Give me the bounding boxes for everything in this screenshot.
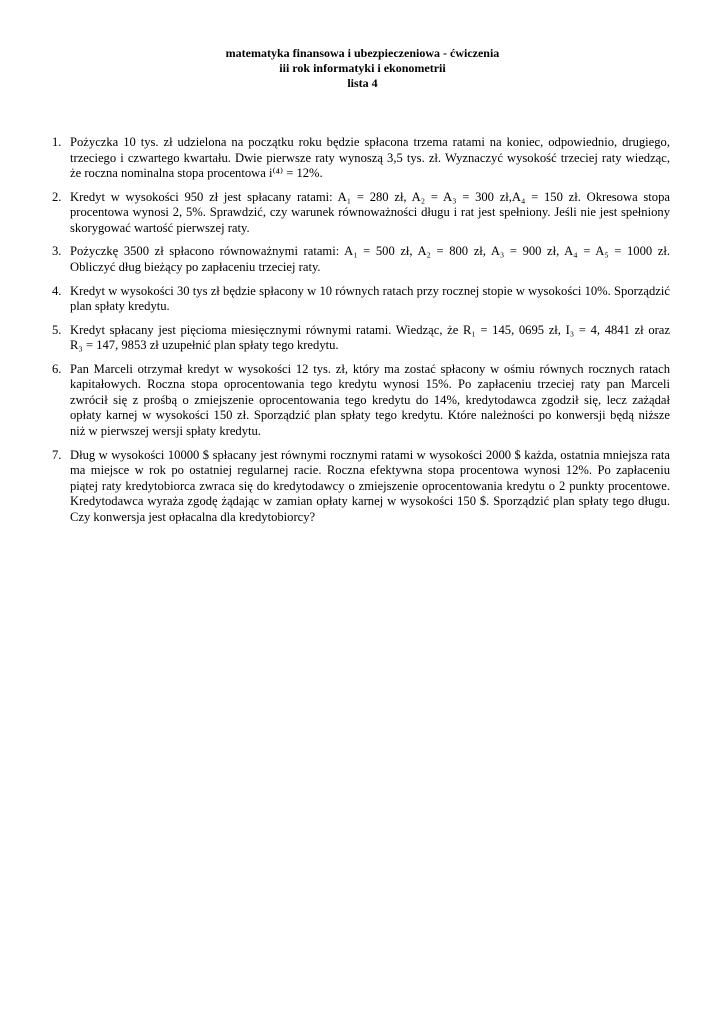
list-number: lista 4 xyxy=(347,76,378,90)
problem-number: 1. xyxy=(52,135,62,149)
problem-text-line: Kredyt w wysokości 950 zł jest spłacany ratami: A₁ = 280 zł, A₂ = A₃ = 300 zł,A₄ = 150 zł. Okresowa stopa xyxy=(70,189,670,204)
problem-number: 6. xyxy=(52,361,62,376)
problem-number: 4. xyxy=(52,283,62,298)
problem-text-line: Pożyczkę 3500 zł spłacono równoważnymi ratami: A₁ = 500 zł, A₂ = 800 zł, A₃ = 900 zł, A₄ = A₅ = 1000 zł. xyxy=(70,244,670,259)
problem-5 xyxy=(52,323,670,354)
course-subtitle: iii rok informatyki i ekonometrii xyxy=(279,61,446,75)
problem-number: 7. xyxy=(52,447,62,462)
problem-number: 3. xyxy=(52,244,62,259)
problem-text-line: Kredyt w wysokości 30 tys zł będzie spłacony w 10 równych ratach przy rocznej stopie w wysokości 10%. Sporządzić xyxy=(70,283,670,298)
problem-text-line: Dług w wysokości 10000 $ spłacany jest równymi rocznymi ratami w wysokości 2000 $ każda, ostatnia mniejsza rata xyxy=(70,447,670,462)
problem-text-line: trzeciego i czwartego kwartału. Dwie pierwsze raty wynoszą 3,5 tys. zł. Wyznaczyć wysokość trzeciej raty wiedząc, xyxy=(70,150,670,165)
document-header xyxy=(0,46,725,91)
problem-number: 5. xyxy=(52,322,62,337)
problem-3 xyxy=(52,244,670,275)
problem-list xyxy=(52,135,670,533)
problem-text-line: plan spłaty kredytu. xyxy=(70,299,170,314)
problem-text-line: R₃ = 147, 9853 zł uzupełnić plan spłaty tego kredytu. xyxy=(70,338,339,353)
problem-text-line: ma miejsce w rok po ostatniej regularnej racie. Roczna efektywna stopa procentowa wynosi 12%. Po zapłaceniu xyxy=(70,463,670,478)
problem-7 xyxy=(52,448,670,526)
problem-text-line: Kredyt spłacany jest pięcioma miesięcznymi równymi ratami. Wiedząc, że R₁ = 145, 0695 zł, I₃ = 4, 4841 zł oraz xyxy=(70,322,670,337)
problem-text-line: Czy konwersja jest opłacalna dla kredytobiorcy? xyxy=(70,509,316,524)
problem-text-line: zwrócił się z prośbą o zmiejszenie oprocentowania tego kredytu do 14%, kredytodawca zgodził się, lecz zażądał xyxy=(70,392,670,407)
problem-1 xyxy=(52,135,670,182)
problem-text-line: Pan Marceli otrzymał kredyt w wysokości 12 tys. zł, który ma zostać spłacony w ośmiu równych rocznych ratach xyxy=(70,361,670,376)
problem-number: 2. xyxy=(52,189,62,204)
problem-text-line: że roczna nominalna stopa procentowa i⁽⁴⁾ = 12%. xyxy=(70,166,323,180)
problem-text-line: piątej raty kredytobiorca zwraca się do kredytodawcy o zmiejszenie oprocentowania kredytu o 2 punkty procentowe. xyxy=(70,478,670,493)
problem-2 xyxy=(52,190,670,237)
problem-4 xyxy=(52,284,670,315)
problem-text-line: Pożyczka 10 tys. zł udzielona na początku roku będzie spłacona trzema ratami na koniec, odpowiednio, drugiego, xyxy=(70,135,670,149)
problem-text-line: Kredytodawca wyraża zgodę żądając w zamian opłaty karnej w wysokości 150 $. Sporządzić plan spłaty tego długu. xyxy=(70,494,670,509)
problem-6 xyxy=(52,362,670,440)
problem-text-line: Obliczyć dług bieżący po zapłaceniu trzeciej raty. xyxy=(70,259,321,274)
course-title: matematyka finansowa i ubezpieczeniowa - ćwiczenia xyxy=(225,46,500,60)
problem-text-line: procentowa wynosi 2, 5%. Sprawdzić, czy warunek równoważności długu i rat jest spełniony. Jeśli nie jest spełniony xyxy=(70,205,670,220)
problem-text-line: opłaty karnej w wysokości 150 zł. Sporządzić plan spłaty tego kredytu. Które należności po konwersji będą niższe xyxy=(70,408,670,423)
problem-text-line: skorygować wartość pierwszej raty. xyxy=(70,220,250,235)
problem-text-line: niż w pierwszej wersji spłaty kredytu. xyxy=(70,423,261,438)
problem-text-line: kapitałowych. Roczna stopa oprocentowania tego kredytu wynosi 15%. Po zapłaceniu trzeciej raty pan Marceli xyxy=(70,377,670,392)
